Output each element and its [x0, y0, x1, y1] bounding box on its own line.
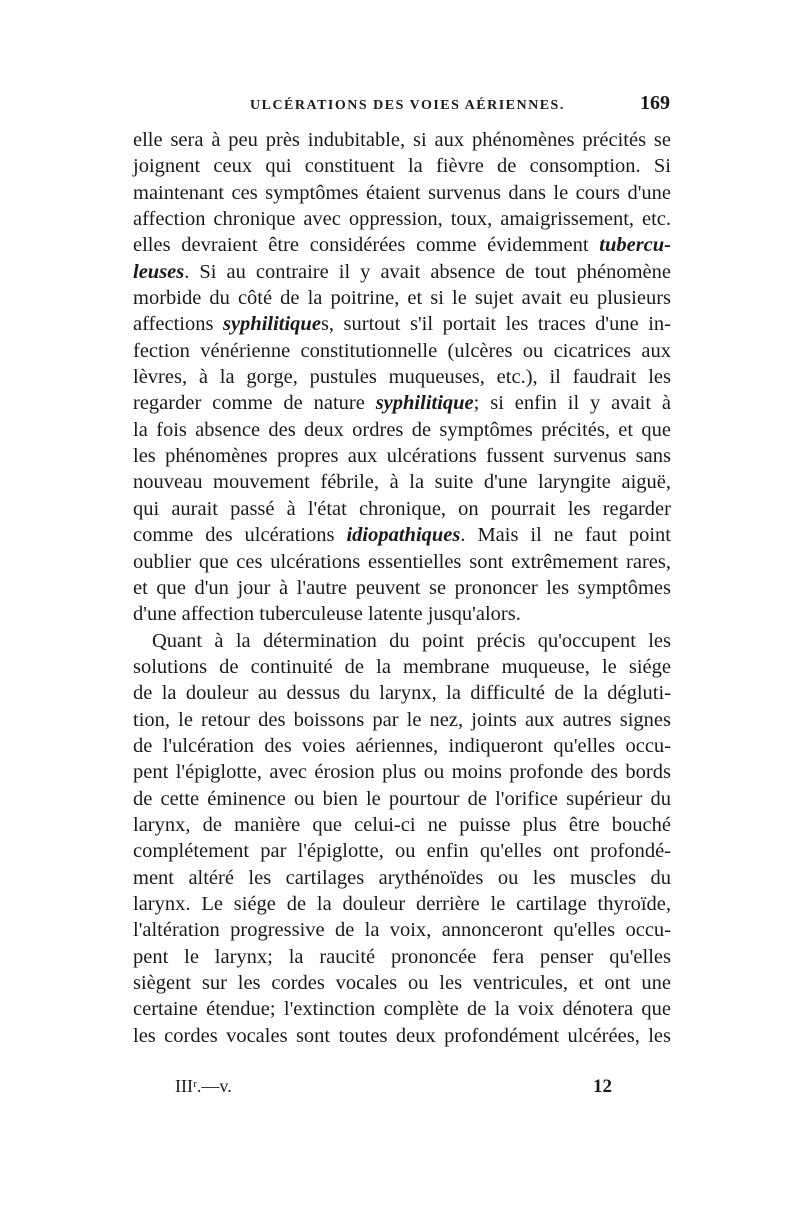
text-line: larynx, de manière que celui-ci ne puisse plus être bouché — [133, 813, 671, 836]
page-number: 169 — [640, 92, 670, 114]
text-line: regarder comme de nature syphilitique; si enfin il y avait à — [133, 392, 672, 415]
text-line: de cette éminence ou bien le pourtour de l'orifice supérieur du — [133, 787, 671, 810]
text-line: siègent sur les cordes vocales ou les ventricules, et ont une — [133, 972, 671, 994]
text-line: ment altéré les cartilages arythénoïdes ou les muscles du — [133, 866, 671, 889]
body-text — [133, 127, 671, 1049]
text-line: de la douleur au dessus du larynx, la difficulté de la dégluti- — [133, 682, 671, 705]
text-line: d'une affection tuberculeuse latente jusqu'alors. — [133, 603, 521, 626]
text-line: pent l'épiglotte, avec érosion plus ou moins profonde des bords — [133, 761, 671, 784]
text-line: affections syphilitiques, surtout s'il portait les traces d'une in- — [133, 313, 671, 336]
text-line: larynx. Le siége de la douleur derrière le cartilage thyroïde, — [133, 892, 671, 915]
text-line: l'altération progressive de la voix, annonceront qu'elles occu- — [133, 919, 671, 942]
text-line: de l'ulcération des voies aériennes, indiqueront qu'elles occu- — [133, 734, 671, 757]
text-line: joignent ceux qui constituent la fièvre de consomption. Si — [133, 155, 671, 178]
text-line: elle sera à peu près indubitable, si aux phénomènes précités se — [133, 129, 671, 151]
text-line: complétement par l'épiglotte, ou enfin qu'elles ont profondé- — [133, 840, 671, 863]
text-line: morbide du côté de la poitrine, et si le sujet avait eu plusieurs — [133, 287, 671, 310]
text-line: fection vénérienne constitutionnelle (ulcères ou cicatrices aux — [133, 339, 671, 362]
paragraph-1 — [133, 127, 671, 628]
sheet-number: 12 — [593, 1076, 612, 1097]
text-line: nouveau mouvement fébrile, à la suite d'une laryngite aiguë, — [133, 471, 671, 494]
running-head — [130, 92, 670, 120]
text-line: elles devraient être considérées comme évidemment tubercu- — [133, 234, 671, 257]
text-line: affection chronique avec oppression, toux, amaigrissement, etc. — [133, 208, 671, 231]
text-line: solutions de continuité de la membrane muqueuse, le siége — [133, 655, 671, 678]
text-line: qui aurait passé à l'état chronique, on pourrait les regarder — [133, 497, 671, 520]
text-line: la fois absence des deux ordres de symptômes précités, et que — [133, 418, 671, 441]
text-line: leuses. Si au contraire il y avait absence de tout phénomène — [133, 260, 671, 283]
signature-mark: IIIʳ.—v. — [175, 1076, 232, 1096]
text-line: Quant à la détermination du point précis qu'occupent les — [152, 629, 671, 652]
text-line: maintenant ces symptômes étaient survenus dans le cours d'une — [133, 181, 671, 204]
running-title: ULCÉRATIONS DES VOIES AÉRIENNES. — [250, 98, 565, 113]
text-line: les phénomènes propres aux ulcérations fussent survenus sans — [133, 445, 671, 468]
text-line: et que d'un jour à l'autre peuvent se prononcer les symptômes — [133, 576, 671, 599]
text-line: certaine étendue; l'extinction complète de la voix dénotera que — [133, 998, 671, 1021]
text-line: pent le larynx; la raucité prononcée fera penser qu'elles — [133, 945, 671, 968]
text-line: les cordes vocales sont toutes deux profondément ulcérées, les — [133, 1024, 671, 1047]
text-line: lèvres, à la gorge, pustules muqueuses, etc.), il faudrait les — [133, 366, 671, 389]
paragraph-2 — [133, 628, 671, 1050]
page-footer — [133, 1076, 671, 1106]
text-line: comme des ulcérations idiopathiques. Mais il ne faut point — [133, 524, 671, 547]
text-line: oublier que ces ulcérations essentielles sont extrêmement rares, — [133, 550, 671, 573]
text-line: tion, le retour des boissons par le nez, joints aux autres signes — [133, 708, 671, 731]
